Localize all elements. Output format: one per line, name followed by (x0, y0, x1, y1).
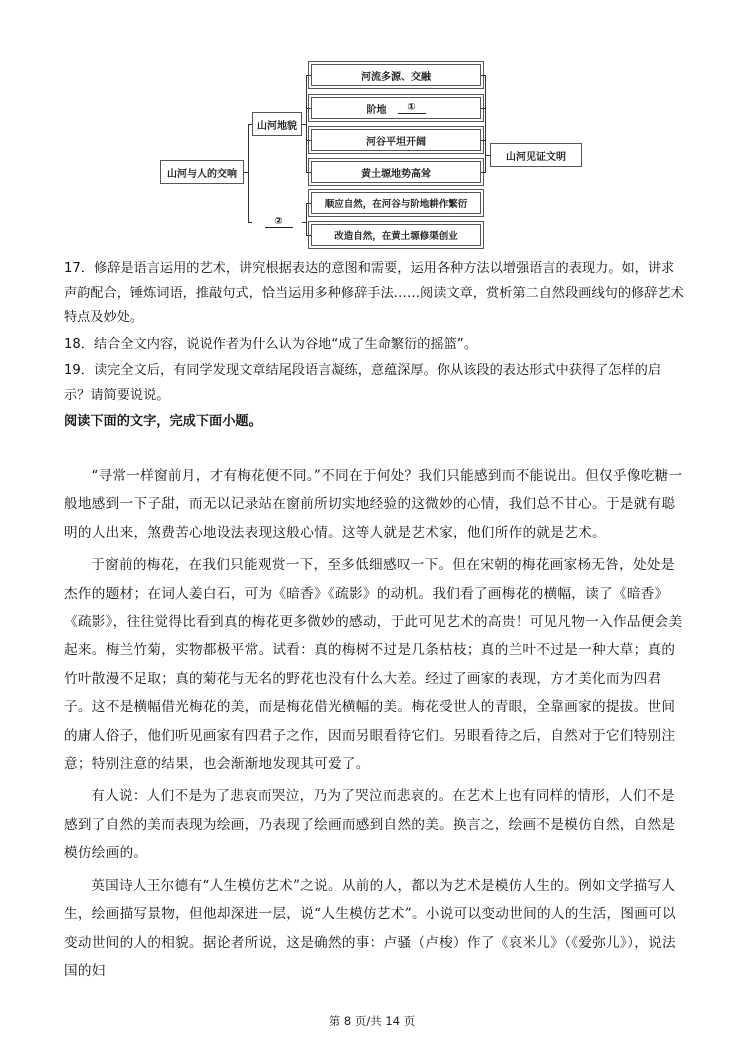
blank-two: ② (265, 216, 293, 228)
diagram-item-label: 顺应自然，在河谷与阶地耕作繁衍 (324, 199, 468, 210)
passage-paragraph-3: 有人说：人们不是为了悲哀而哭泣，乃为了哭泣而悲哀的。在艺术上也有同样的情形，人们不是感到了自然的美而表现为绘画，乃表现了绘画而感到自然的美。换言之，绘画不是模仿自然，自然是模仿绘画的。 (64, 788, 676, 862)
diagram-item-label: 河谷平坦开阔 (366, 136, 426, 148)
diagram-item-label: 黄土塬地势高耸 (361, 168, 431, 180)
reading-passage (64, 462, 686, 985)
diagram-root-box (160, 160, 244, 184)
diagram-branch-landform (252, 112, 302, 136)
diagram-item-label: 阶地 (366, 104, 387, 116)
question-18: 18．结合全文内容，说说作者为什么认为谷地“成了生命繁衍的摇篮”。 (64, 336, 477, 352)
diagram-item-loess (311, 161, 481, 183)
mind-map-diagram (0, 0, 744, 260)
connector (306, 203, 307, 235)
diagram-right-box (490, 143, 582, 167)
page-footer: 第 8 页/共 14 页 (328, 1014, 416, 1028)
question-17: 17．修辞是语言运用的艺术，讲究根据表达的意图和需要，运用各种方法以增强语言的表现力。如，讲求声韵配合，锤炼词语，推敲句式，恰当运用多种修辞手法……阅读文章，赏析第二自然段画线句的修辞艺术特点及妙处。 (64, 261, 684, 325)
passage-paragraph-4: 英国诗人王尔德有“人生模仿艺术”之说。从前的人，都以为艺术是模仿人生的。例如文学描写人生，绘画描写景物，但他却深进一层，说“人生模仿艺术”。小说可以变动世间的人的生活，图画可以变动世间的人的相貌。据论者所说，这是确然的事：卢骚（卢梭）作了《哀米儿》（《爱弥儿》），说法国的妇 (64, 877, 676, 979)
diagram-right-label: 山河见证文明 (506, 151, 566, 163)
diagram-item-river-sources (311, 64, 481, 86)
diagram-item-transform-nature (311, 224, 481, 246)
questions-block (64, 257, 686, 435)
question-19: 19．读完全文后，有同学发现文章结尾段语言凝练，意蕴深厚。你从该段的表达形式中获得了怎样的启示？请简要说说。 (64, 363, 662, 403)
connector (485, 75, 486, 173)
diagram-root-label: 山河与人的交响 (167, 168, 237, 180)
diagram-item-valley (311, 129, 481, 151)
diagram-branch-blank (252, 210, 302, 234)
blank-one: ① (398, 102, 426, 114)
diagram-item-terrace (311, 97, 481, 119)
diagram-item-label: 改造自然，在黄土塬修渠创业 (334, 231, 458, 242)
connector (306, 75, 307, 172)
diagram-branch-landform-label: 山河地貌 (257, 120, 297, 132)
passage-paragraph-2: 于窗前的梅花，在我们只能观赏一下，至多低细感叹一下。但在宋朝的梅花画家杨无咎，处处是杰作的题材；在词人姜白石，可为《暗香》《疏影》的动机。我们看了画梅花的横幅，读了《暗香》《疏影》，往往觉得比看到真的梅花更多微妙的感动，于此可见艺术的高贵！可见凡物一入作品便会美起来。梅兰竹菊，实物都极平常。试看：真的梅树不过是几条枯枝；真的兰叶不过是一种大草；真的竹叶散漫不足取；真的菊花与无名的野花也没有什么大差。经过了画家的表现，方才美化而为四君子。这不是横幅借光梅花的美，而是梅花借光横幅的美。梅花受世人的青眼，全靠画家的提拔。世间的庸人俗子，他们听见画家有四君子之作，因而另眼看待它们。另眼看待之后，自然对于它们特别注意；特别注意的结果，也会渐渐地发现其可爱了。 (64, 557, 683, 773)
diagram-item-follow-nature (311, 192, 481, 214)
diagram-item-label: 河流多源、交融 (361, 71, 431, 83)
connector (248, 124, 249, 222)
passage-paragraph-1: “寻常一样窗前月，才有梅花便不同。”不同在于何处？我们只能感到而不能说出。但仅乎像吃糖一般地感到一下子甜，而无以记录站在窗前所切实地经验的这微妙的心情，我们总不甘心。于是就有聪明的人出来，煞费苦心地设法表现这般心情。这等人就是艺术家，他们所作的就是艺术。 (64, 468, 683, 541)
reading-heading: 阅读下面的文字，完成下面小题。 (64, 414, 262, 429)
